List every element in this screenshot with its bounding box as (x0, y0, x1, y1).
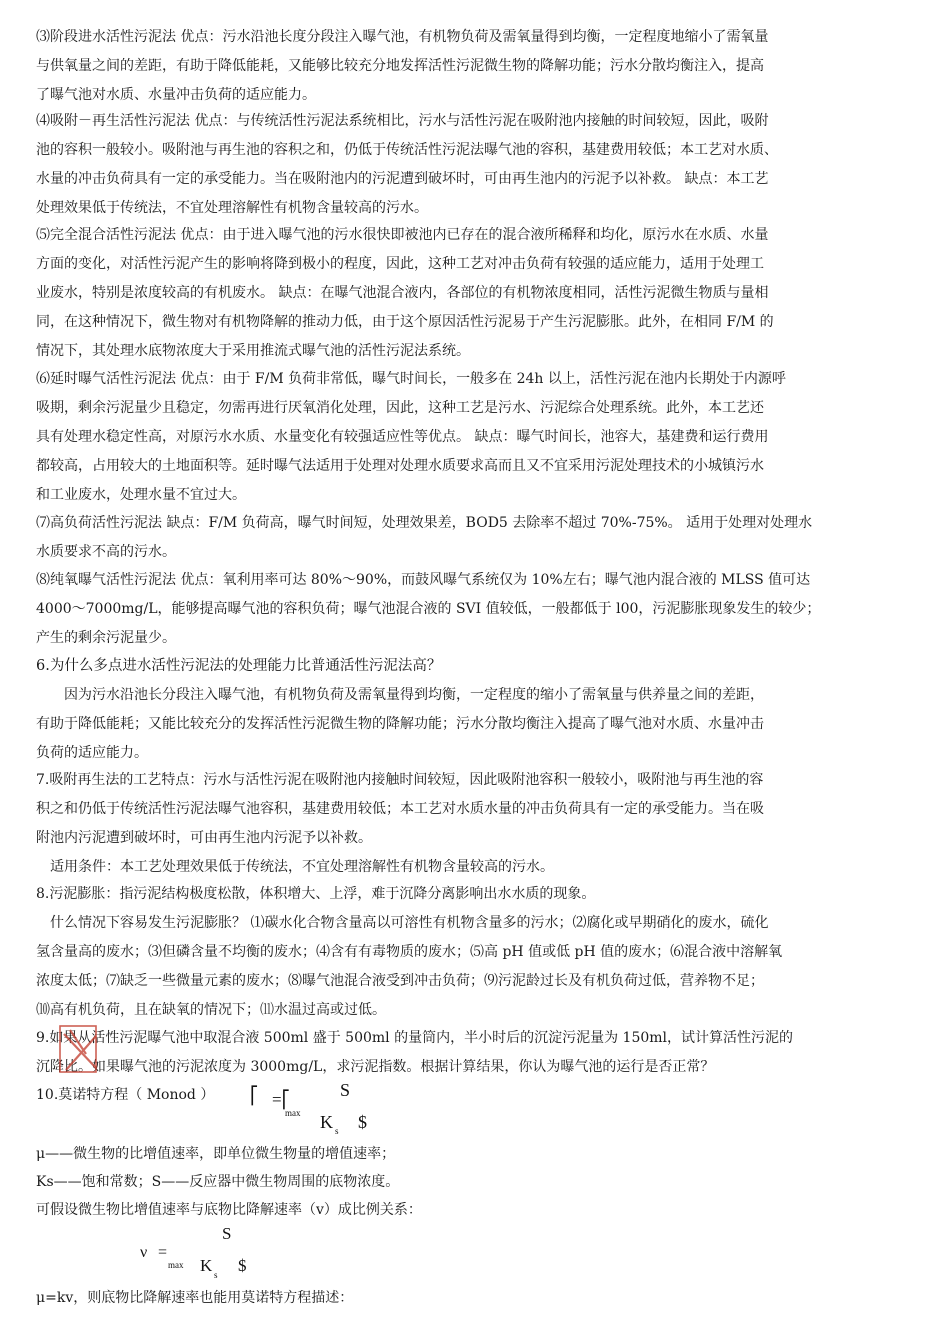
question-8-line-1: 什么情况下容易发生污泥膨胀？ ⑴碳水化合物含量高以可溶性有机物含量多的污水；⑵腐化或早期硝化的废水，硫化 (50, 915, 769, 931)
question-10-heading: 10.莫诺特方程（ Monod ） (36, 1087, 215, 1103)
question-8-line-2: 氢含量高的废水；⑶但磷含量不均衡的废水；⑷含有有毒物质的废水；⑸高 pH 值或低 pH 值的废水；⑹混合液中溶解氧 (36, 944, 783, 960)
formula-1-numerator: S (340, 1080, 351, 1100)
formula-2-numerator: S (222, 1224, 232, 1243)
answer-6-line-3: 负荷的适应能力。 (36, 745, 148, 761)
assumption-line: 可假设微生物比增值速率与底物比降解速率（v）成比例关系： (36, 1202, 422, 1218)
question-8-line-3: 浓度太低；⑺缺乏一些微量元素的废水；⑻曝气池混合液受到冲击负荷；⑼污泥龄过长及有机负荷过低，营养物不足； (36, 973, 764, 989)
formula-1-max-subscript: max (285, 1108, 301, 1118)
definition-ks: Ks——饱和常数；S——反应器中微生物周围的底物浓度。 (36, 1174, 400, 1190)
para-6-line-3: 具有处理水稳定性高，对原污水水质、水量变化有较强适应性等优点。 缺点：曝气时间长，池容大，基建费和运行费用 (36, 429, 769, 445)
formula-2-lhs: ν (140, 1244, 148, 1261)
formula-1-lhs: ⎡ (250, 1086, 259, 1105)
para-7-line-1: ⑺高负荷活性污泥法 缺点：F/M 负荷高，曝气时间短，处理效果差，BOD5 去除率不超过 70%-75%。 适用于处理对处理水 (36, 515, 813, 531)
para-8-line-2: 4000～7000mg/L，能够提高曝气池的容积负荷；曝气池混合液的 SVI 值较低，一般都低于 l00，污泥膨胀现象发生的较少； (36, 601, 821, 617)
para-6-line-1: ⑹延时曝气活性污泥法 优点：由于 F/M 负荷非常低，曝气时间长，一般多在 24h 以上，活性污泥在池内长期处于内源呼 (36, 371, 786, 387)
para-7-line-2: 水质要求不高的污水。 (36, 544, 176, 560)
formula-1-equals: =⎡ (272, 1090, 291, 1109)
para-4-line-3: 水量的冲击负荷具有一定的承受能力。当在吸附池内的污泥遭到破坏时，可由再生池内的污泥予以补救。 缺点：本工艺 (36, 171, 769, 187)
para-4-line-1: ⑷吸附－再生活性污泥法 优点：与传统活性污泥法系统相比，污水与活性污泥在吸附池内接触的时间较短，因此，吸附 (36, 113, 769, 129)
para-5-line-3: 业废水，特别是浓度较高的有机废水。 缺点：在曝气池混合液内，各部位的有机物浓度相同，活性污泥微生物质与量相 (36, 285, 769, 301)
para-3-line-2: 与供氧量之间的差距，有助于降低能耗，又能够比较充分地发挥活性污泥微生物的降解功能；污水分散均衡注入，提高 (36, 58, 764, 74)
formula-1-denominator-s: $ (358, 1112, 367, 1132)
formula-2-denominator-s-subscript: s (214, 1270, 218, 1280)
para-6-line-4: 都较高，占用较大的土地面积等。延时曝气法适用于处理对处理水质要求高而且又不宜采用污泥处理技术的小城镇污水 (36, 458, 764, 474)
question-6-heading: 6.为什么多点进水活性污泥法的处理能力比普通活性污泥法高？ (36, 658, 442, 674)
para-3-line-1: ⑶阶段进水活性污泥法 优点：污水沿池长度分段注入曝气池，有机物负荷及需氧量得到均衡，一定程度地缩小了需氧量 (36, 29, 769, 45)
answer-6-line-1: 因为污水沿池长分段注入曝气池，有机物负荷及需氧量得到均衡，一定程度的缩小了需氧量与供养量之间的差距， (64, 687, 764, 703)
para-5-line-1: ⑸完全混合活性污泥法 优点：由于进入曝气池的污水很快即被池内已存在的混合液所稀释和均化，原污水在水质、水量 (36, 227, 769, 243)
para-3-line-3: 了曝气池对水质、水量冲击负荷的适应能力。 (36, 87, 316, 103)
answer-6-line-2: 有助于降低能耗；又能比较充分的发挥活性污泥微生物的降解功能；污水分散均衡注入提高了曝气池对水质、水量冲击 (36, 716, 764, 732)
formula-2-equals: = (158, 1244, 168, 1261)
formula-2-denominator-k: K (200, 1256, 213, 1275)
question-7-line-2: 积之和仍低于传统活性污泥法曝气池容积，基建费用较低；本工艺对水质水量的冲击负荷具有一定的承受能力。当在吸 (36, 801, 764, 817)
question-8-definition: 8.污泥膨胀：指污泥结构极度松散，体积增大、上浮，难于沉降分离影响出水水质的现象。 (36, 886, 596, 902)
question-7-line-3: 附池内污泥遭到破坏时，可由再生池内污泥予以补救。 (36, 830, 372, 846)
question-8-line-4: ⑽高有机负荷，且在缺氧的情况下；⑾水温过高或过低。 (36, 1002, 386, 1018)
red-stamp-mark (56, 1024, 104, 1076)
question-9-line-2: 沉降比。如果曝气池的污泥浓度为 3000mg/L，求污泥指数。根据计算结果，你认为曝气池的运行是否正常？ (36, 1059, 715, 1075)
para-6-line-2: 吸期，剩余污泥量少且稳定，勿需再进行厌氧消化处理，因此，这种工艺是污水、污泥综合处理系统。此外，本工艺还 (36, 400, 764, 416)
para-8-line-1: ⑻纯氧曝气活性污泥法 优点：氧利用率可达 80%～90%，而鼓风曝气系统仅为 10%左右；曝气池内混合液的 MLSS 值可达 (36, 572, 811, 588)
formula-1-denominator-s-subscript: s (335, 1126, 339, 1136)
formula-2-max-subscript: max (168, 1260, 184, 1270)
formula-1-denominator-k: K (320, 1112, 333, 1132)
para-6-line-5: 和工业废水，处理水量不宜过大。 (36, 487, 246, 503)
formula-2-denominator-s: $ (238, 1256, 247, 1275)
para-5-line-2: 方面的变化，对活性污泥产生的影响将降到极小的程度，因此，这种工艺对冲击负荷有较强的适应能力，适用于处理工 (36, 256, 764, 272)
final-line: μ=kv，则底物比降解速率也能用莫诺特方程描述： (36, 1290, 354, 1306)
definition-mu: μ——微生物的比增值速率，即单位微生物量的增值速率； (36, 1146, 396, 1162)
para-4-line-2: 池的容积一般较小。吸附池与再生池的容积之和，仍低于传统活性污泥法曝气池的容积，基建费用较低；本工艺对水质、 (36, 142, 778, 158)
para-8-line-3: 产生的剩余污泥量少。 (36, 630, 176, 646)
para-5-line-4: 同，在这种情况下，微生物对有机物降解的推动力低，由于这个原因活性污泥易于产生污泥膨胀。此外，在相同 F/M 的 (36, 314, 774, 330)
para-5-line-5: 情况下，其处理水底物浓度大于采用推流式曝气池的活性污泥法系统。 (36, 343, 470, 359)
question-7-line-1: 7.吸附再生法的工艺特点：污水与活性污泥在吸附池内接触时间较短，因此吸附池容积一般较小，吸附池与再生池的容 (36, 772, 764, 788)
para-4-line-4: 处理效果低于传统法，不宜处理溶解性有机物含量较高的污水。 (36, 200, 428, 216)
question-9-line-1: 9.如果从活性污泥曝气池中取混合液 500ml 盛于 500ml 的量筒内，半小时后的沉淀污泥量为 150ml，试计算活性污泥的 (36, 1030, 794, 1046)
question-7-conditions: 适用条件：本工艺处理效果低于传统法，不宜处理溶解性有机物含量较高的污水。 (50, 859, 554, 875)
